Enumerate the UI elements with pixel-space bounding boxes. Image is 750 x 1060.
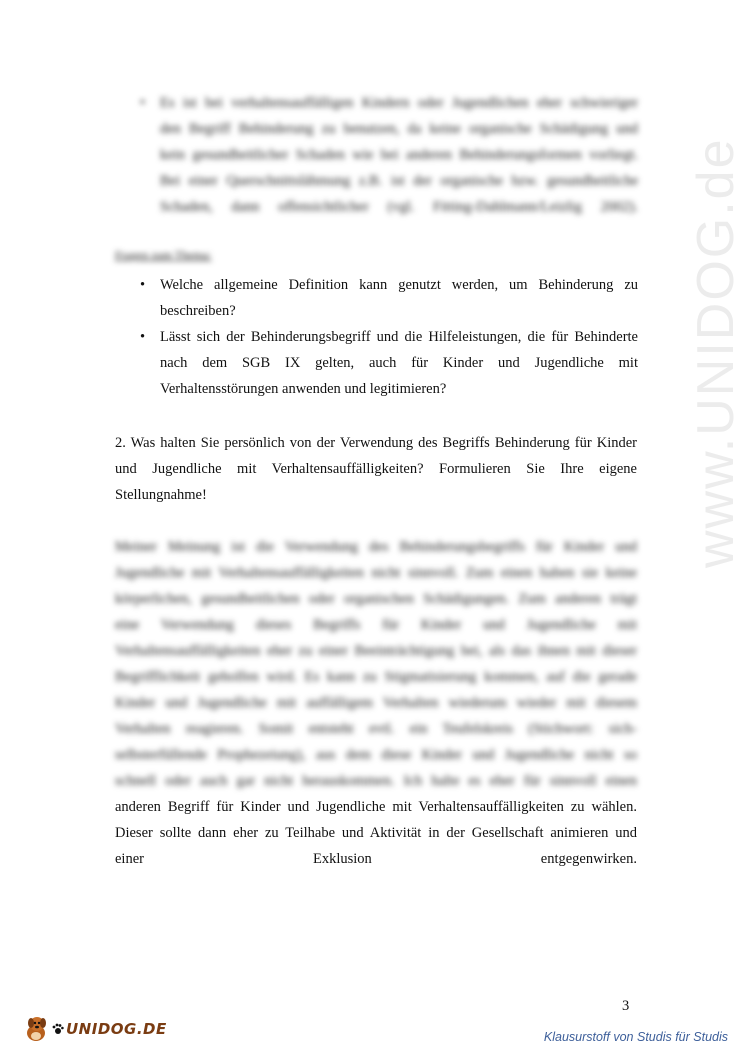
answer-line: anderen Begriff für Kinder und Jugendliche mit Verhaltensauffälligkeiten zu wählen. [115, 799, 637, 815]
questions-heading: Fragen zum Thema: [115, 248, 212, 262]
answer-paragraph [115, 534, 637, 872]
question-item [140, 272, 638, 324]
text-line: Bei einer Querschnittslähmung z.B. ist der organische bzw. gesundheitliche [160, 173, 638, 189]
bullet-text [160, 90, 638, 220]
text-line: Verhaltensauffälligkeiten eher zu einer Beeinträchtigung bei, als das ihnen mit dieser [115, 643, 637, 659]
answer-blurred-part [115, 534, 637, 794]
answer-last-line [115, 846, 637, 872]
paw-icon [52, 1023, 64, 1035]
dog-mascot-icon [22, 1014, 52, 1044]
text-line: kein gesundheitlicher Schaden wie bei anderen Behinderungsformen vorliegt. [160, 147, 638, 163]
answer-word: entgegenwirken. [540, 851, 637, 867]
answer-word: einer [115, 851, 144, 867]
answer-word: Exklusion [312, 851, 372, 867]
footer-tagline: Klausurstoff von Studis für Studis [543, 1030, 728, 1044]
unidog-logo [22, 1014, 167, 1044]
text-line: eine Verwendung dieses Begriffs für Kinder und Jugendliche mit [115, 617, 637, 633]
text-line: Schaden, dann offensichtlicher (vgl. Fitting-Dahlmann/Leizlig 2002). [160, 199, 638, 215]
questions-list [140, 272, 638, 402]
text-line: körperlichen, gesundheitlichen oder organischen Schädigungen. Zum anderen trägt [115, 591, 637, 607]
bullet-icon: • [140, 95, 146, 111]
text-line: Verhalten reagieren. Somit entsteht evtl. ein Teufelskreis (Stichwort: sich- [115, 721, 637, 737]
question-item [140, 324, 638, 402]
text-line: Jugendliche mit Verhaltensauffälligkeiten nicht sinnvoll. Zum einen haben sie keine [115, 565, 637, 581]
text-line: schnell oder auch gar nicht herauskommen. Ich halte es eher für sinnvoll einen [115, 773, 637, 789]
text-line: Es ist bei verhaltensauffälligen Kindern oder Jugendlichen eher schwieriger [160, 95, 638, 111]
question-text: Welche allgemeine Definition kann genutzt werden, um Behinderung zu beschreiben? [160, 277, 638, 319]
text-line: Begrifflichkeit geholfen wird. Es kann zu Stigmatisierung kommen, auf die gerade [115, 669, 637, 685]
text-line: Kinder und Jugendliche mit auffälligem Verhalten wiederum wieder mit diesem [115, 695, 637, 711]
page-number: 3 [622, 998, 630, 1014]
watermark: www.UNIDOG.de [687, 137, 745, 568]
text-line: selbsterfüllende Prophezeiung), aus dem diese Kinder und Jugendliche nicht so [115, 747, 637, 763]
text-line: den Begriff Behinderung zu benutzen, da keine organische Schädigung und [160, 121, 638, 137]
answer-line: Dieser sollte dann eher zu Teilhabe und Aktivität in der Gesellschaft animieren und [115, 825, 637, 841]
bullet-icon: • [140, 277, 146, 293]
question-2: 2. Was halten Sie persönlich von der Verwendung des Begriffs Behinderung für Kinder und Jugendliche mit Verhaltensauffälligkeiten? Formulieren Sie Ihre eigene Stellungnahme! [115, 435, 637, 503]
blurred-bullet-paragraph [140, 90, 638, 220]
text-line: Meiner Meinung ist die Verwendung des Behinderungsbegriffs für Kinder und [115, 539, 637, 555]
bullet-icon: • [140, 329, 146, 345]
bullet-item [140, 90, 638, 220]
question-text: Lässt sich der Behinderungsbegriff und die Hilfeleistungen, die für Behinderte nach dem SGB IX gelten, auch für Kinder und Jugendliche mit Verhaltensstörungen anwenden und legitimieren? [160, 329, 638, 397]
logo-text: UNIDOG.DE [66, 1020, 167, 1038]
